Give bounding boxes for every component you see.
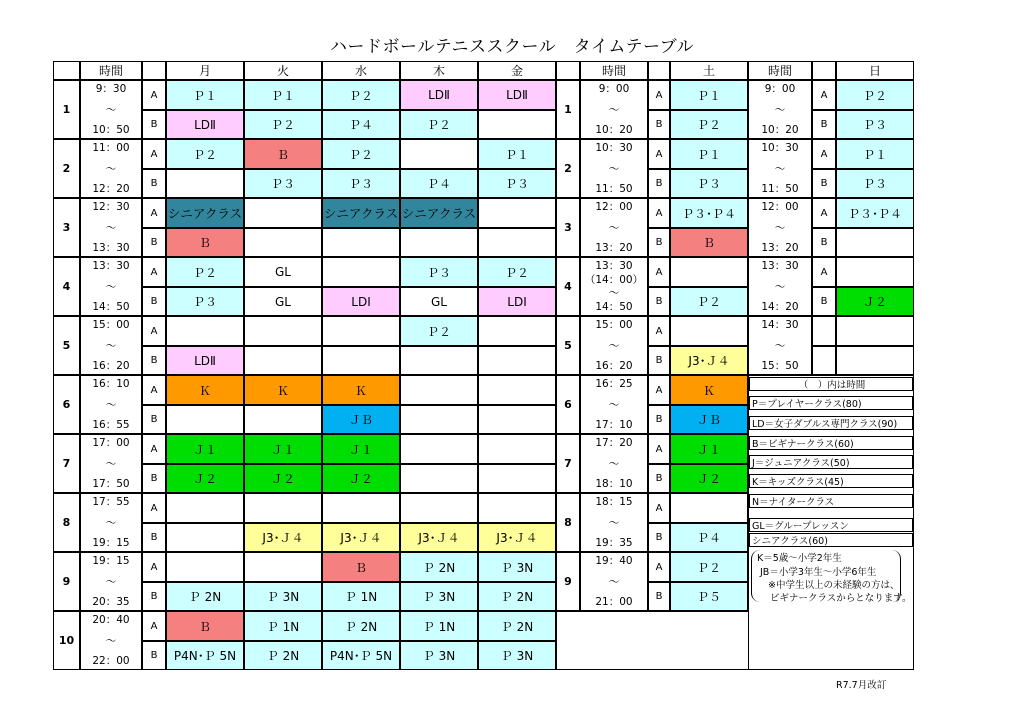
class-cell: Ｐ３ <box>400 257 478 287</box>
class-cell <box>478 228 556 257</box>
class-cell: J3･Ｊ４ <box>400 523 478 552</box>
ab-label: A <box>142 611 166 641</box>
class-cell: シニアクラス <box>322 198 400 228</box>
class-cell <box>400 493 478 523</box>
class-cell: ＪＢ <box>670 405 748 434</box>
slot-time: 10：30 ～ 11：50 <box>748 139 812 198</box>
header-day: 木 <box>400 61 478 80</box>
class-cell: GL <box>244 257 322 287</box>
class-cell <box>400 346 478 375</box>
ab-label: B <box>142 346 166 375</box>
legend-item: シニアクラス(60) <box>749 533 913 547</box>
slot-number: 9 <box>53 552 80 611</box>
slot-time: 18：15 ～ 19：35 <box>580 493 648 552</box>
class-cell: Ｐ３ <box>836 169 914 198</box>
class-cell: Ｐ４ <box>400 169 478 198</box>
class-cell: J3･Ｊ４ <box>322 523 400 552</box>
ab-label: B <box>142 405 166 434</box>
class-cell: Ｐ３･Ｐ４ <box>836 198 914 228</box>
slot-time: 11：00 ～ 12：20 <box>80 139 142 198</box>
class-cell <box>478 198 556 228</box>
class-cell: Ｐ３ <box>244 169 322 198</box>
slot-number: 10 <box>53 611 80 670</box>
ab-label: B <box>142 523 166 552</box>
ab-label: B <box>648 523 670 552</box>
legend-item: N＝ナイタークラス <box>749 494 913 508</box>
header-time: 時間 <box>80 61 142 80</box>
legend-item: B＝ビギナークラス(60) <box>749 436 913 450</box>
class-cell <box>400 375 478 405</box>
class-cell: Ｊ１ <box>244 434 322 464</box>
slot-time: 13：30 ～ 14：20 <box>748 257 812 316</box>
slot-number: 1 <box>556 80 580 139</box>
slot-number: 6 <box>556 375 580 434</box>
class-cell <box>670 493 748 523</box>
legend-item: LD＝女子ダブルス専門クラス(90) <box>749 416 913 430</box>
class-cell <box>322 228 400 257</box>
header-sun: 日 <box>836 61 914 80</box>
class-cell <box>166 552 244 582</box>
class-cell <box>400 464 478 493</box>
slot-time: 16：10 ～ 16：55 <box>80 375 142 434</box>
class-cell: Ｐ 3N <box>244 582 322 611</box>
slot-time: 15：00 ～ 16：20 <box>580 316 648 375</box>
ab-label: A <box>648 139 670 169</box>
header-blank <box>648 61 670 80</box>
ab-label: A <box>142 198 166 228</box>
class-cell: Ｐ１ <box>670 139 748 169</box>
class-cell <box>166 523 244 552</box>
class-cell <box>244 198 322 228</box>
class-cell <box>322 316 400 346</box>
class-cell: Ｐ 3N <box>400 582 478 611</box>
slot-time: 12：00 ～ 13：20 <box>580 198 648 257</box>
class-cell <box>166 405 244 434</box>
class-cell: Ｐ 3N <box>478 552 556 582</box>
header-day: 水 <box>322 61 400 80</box>
class-cell <box>836 257 914 287</box>
class-cell: Ｐ 2N <box>400 552 478 582</box>
empty-cell <box>812 346 836 375</box>
class-cell: Ｊ１ <box>322 434 400 464</box>
slot-time: 17：55 ～ 19：15 <box>80 493 142 552</box>
ab-label: B <box>648 582 670 611</box>
header-sat: 土 <box>670 61 748 80</box>
class-cell: Ｐ２ <box>836 80 914 110</box>
ab-label: A <box>142 552 166 582</box>
class-cell: J3･Ｊ４ <box>244 523 322 552</box>
slot-number: 1 <box>53 80 80 139</box>
class-cell <box>322 346 400 375</box>
class-cell: Ｐ３･Ｐ４ <box>670 198 748 228</box>
class-cell: Ｐ 1N <box>244 611 322 641</box>
class-cell: Ｐ 2N <box>244 641 322 670</box>
class-cell <box>400 405 478 434</box>
class-cell: J3･Ｊ４ <box>478 523 556 552</box>
slot-number: 2 <box>556 139 580 198</box>
slot-number: 3 <box>556 198 580 257</box>
ab-label: A <box>812 80 836 110</box>
ab-label: B <box>812 228 836 257</box>
header-time: 時間 <box>580 61 648 80</box>
slot-time: 19：15 ～ 20：35 <box>80 552 142 611</box>
class-cell <box>244 346 322 375</box>
ab-label: A <box>648 434 670 464</box>
class-cell: Ｐ２ <box>244 110 322 139</box>
class-cell: J3･Ｊ４ <box>670 346 748 375</box>
ab-label: A <box>142 139 166 169</box>
class-cell: Ｐ１ <box>836 139 914 169</box>
class-cell: シニアクラス <box>400 198 478 228</box>
ab-label: A <box>648 257 670 287</box>
class-cell <box>478 110 556 139</box>
ab-label: A <box>142 493 166 523</box>
class-cell: Ｐ２ <box>478 257 556 287</box>
ab-label: A <box>142 80 166 110</box>
class-cell: Ｐ 2N <box>166 582 244 611</box>
class-cell: Ｐ３ <box>670 169 748 198</box>
legend-item: P＝プレイヤークラス(80) <box>749 396 913 410</box>
empty-cell <box>836 346 914 375</box>
legend-item: K＝キッズクラス(45) <box>749 474 913 488</box>
class-cell: ＪＢ <box>322 405 400 434</box>
slot-time: 9：30 ～ 10：50 <box>80 80 142 139</box>
ab-label: B <box>648 169 670 198</box>
class-cell: Ｂ <box>670 228 748 257</box>
class-cell: Ｐ 3N <box>400 641 478 670</box>
class-cell <box>166 316 244 346</box>
slot-time: 17：00 ～ 17：50 <box>80 434 142 493</box>
class-cell: Ｊ２ <box>166 464 244 493</box>
slot-time: 16：25 ～ 17：10 <box>580 375 648 434</box>
class-cell: Ｋ <box>244 375 322 405</box>
class-cell: Ｐ１ <box>166 80 244 110</box>
empty-cell <box>812 316 836 346</box>
class-cell: Ｐ 1N <box>400 611 478 641</box>
class-cell: P4N･Ｐ 5N <box>322 641 400 670</box>
ab-label: B <box>812 287 836 316</box>
ab-label: A <box>812 198 836 228</box>
ab-label: B <box>648 110 670 139</box>
ab-label: B <box>648 405 670 434</box>
class-cell: Ｐ 2N <box>478 611 556 641</box>
header-time: 時間 <box>748 61 812 80</box>
class-cell <box>670 257 748 287</box>
ab-label: B <box>648 287 670 316</box>
class-cell: Ｐ 1N <box>322 582 400 611</box>
class-cell <box>244 316 322 346</box>
slot-number: 7 <box>53 434 80 493</box>
ab-label: B <box>142 287 166 316</box>
class-cell: GL <box>244 287 322 316</box>
slot-number: 9 <box>556 552 580 611</box>
ab-label: A <box>142 375 166 405</box>
class-cell <box>244 405 322 434</box>
header-day: 火 <box>244 61 322 80</box>
class-cell <box>400 434 478 464</box>
class-cell: LDⅡ <box>478 80 556 110</box>
legend-item: GL＝グループレッスン <box>749 518 913 532</box>
class-cell: LDⅠ <box>322 287 400 316</box>
class-cell: Ｋ <box>322 375 400 405</box>
class-cell <box>244 552 322 582</box>
slot-number: 5 <box>556 316 580 375</box>
ab-label: A <box>648 493 670 523</box>
header-blank <box>53 61 80 80</box>
class-cell: LDⅡ <box>166 346 244 375</box>
class-cell: Ｐ２ <box>670 110 748 139</box>
header-blank <box>556 61 580 80</box>
slot-number: 5 <box>53 316 80 375</box>
class-cell: Ｐ４ <box>322 110 400 139</box>
class-cell: Ｐ３ <box>478 169 556 198</box>
class-cell <box>166 493 244 523</box>
ab-label: A <box>812 257 836 287</box>
class-cell <box>478 375 556 405</box>
class-cell: Ｐ２ <box>166 257 244 287</box>
slot-time: 15：00 ～ 16：20 <box>80 316 142 375</box>
ab-label: B <box>142 228 166 257</box>
ab-label: B <box>648 346 670 375</box>
ab-label: B <box>812 169 836 198</box>
legend-note: JB＝小学3年生～小学6年生 <box>760 567 877 578</box>
class-cell <box>400 139 478 169</box>
revision-note: R7.7月改訂 <box>836 680 887 691</box>
header-blank <box>142 61 166 80</box>
class-cell: Ｐ２ <box>670 552 748 582</box>
slot-number: 3 <box>53 198 80 257</box>
class-cell: Ｋ <box>166 375 244 405</box>
class-cell <box>244 493 322 523</box>
class-cell <box>478 346 556 375</box>
header-day: 月 <box>166 61 244 80</box>
class-cell: Ｐ１ <box>244 80 322 110</box>
ab-label: A <box>648 80 670 110</box>
class-cell: Ｐ３ <box>166 287 244 316</box>
class-cell: GL <box>400 287 478 316</box>
class-cell: Ｐ４ <box>670 523 748 552</box>
legend-caption: （ ）内は時間 <box>749 377 913 391</box>
slot-number: 2 <box>53 139 80 198</box>
class-cell: Ｐ２ <box>322 139 400 169</box>
class-cell: Ｐ 2N <box>478 582 556 611</box>
class-cell: Ｐ 3N <box>478 641 556 670</box>
ab-label: B <box>142 582 166 611</box>
class-cell <box>478 434 556 464</box>
class-cell: Ｐ５ <box>670 582 748 611</box>
slot-time: 14：30 ～ 15：50 <box>748 316 812 375</box>
class-cell: Ｐ 2N <box>322 611 400 641</box>
class-cell <box>322 257 400 287</box>
class-cell: Ｂ <box>166 611 244 641</box>
class-cell: Ｂ <box>244 139 322 169</box>
slot-number: 4 <box>53 257 80 316</box>
class-cell: Ｐ３ <box>836 110 914 139</box>
class-cell <box>400 228 478 257</box>
class-cell: LDⅡ <box>400 80 478 110</box>
class-cell: Ｐ３ <box>322 169 400 198</box>
slot-time: 13：30 （14：00） ～ 14：50 <box>580 257 648 316</box>
class-cell: Ｊ２ <box>670 464 748 493</box>
ab-label: A <box>142 316 166 346</box>
slot-number: 4 <box>556 257 580 316</box>
class-cell: Ｂ <box>166 228 244 257</box>
ab-label: B <box>142 641 166 670</box>
class-cell <box>166 169 244 198</box>
ab-label: B <box>812 110 836 139</box>
slot-time: 12：00 ～ 13：20 <box>748 198 812 257</box>
class-cell <box>244 228 322 257</box>
ab-label: B <box>142 169 166 198</box>
slot-number: 7 <box>556 434 580 493</box>
class-cell: Ｐ２ <box>400 316 478 346</box>
class-cell: Ｐ１ <box>478 139 556 169</box>
class-cell: Ｊ１ <box>166 434 244 464</box>
empty-area <box>556 611 748 670</box>
class-cell: LDⅡ <box>166 110 244 139</box>
slot-time: 13：30 ～ 14：50 <box>80 257 142 316</box>
class-cell <box>322 493 400 523</box>
class-cell: LDⅠ <box>478 287 556 316</box>
slot-time: 9：00 ～ 10：20 <box>748 80 812 139</box>
class-cell: Ｊ２ <box>322 464 400 493</box>
slot-number: 8 <box>53 493 80 552</box>
ab-label: B <box>142 464 166 493</box>
ab-label: A <box>648 552 670 582</box>
slot-time: 12：30 ～ 13：30 <box>80 198 142 257</box>
class-cell <box>670 316 748 346</box>
class-cell <box>478 405 556 434</box>
class-cell <box>478 316 556 346</box>
slot-time: 10：30 ～ 11：50 <box>580 139 648 198</box>
slot-time: 9：00 ～ 10：20 <box>580 80 648 139</box>
class-cell: Ｊ２ <box>836 287 914 316</box>
class-cell: P4N･Ｐ 5N <box>166 641 244 670</box>
slot-time: 17：20 ～ 18：10 <box>580 434 648 493</box>
slot-number: 8 <box>556 493 580 552</box>
class-cell: シニアクラス <box>166 198 244 228</box>
ab-label: B <box>648 228 670 257</box>
empty-cell <box>836 316 914 346</box>
ab-label: B <box>142 110 166 139</box>
ab-label: B <box>648 464 670 493</box>
class-cell: Ｋ <box>670 375 748 405</box>
legend-note: ビギナークラスからとなります。 <box>770 593 912 604</box>
header-day: 金 <box>478 61 556 80</box>
class-cell: Ｐ１ <box>670 80 748 110</box>
page-title: ハードボールテニススクール タイムテーブル <box>330 37 694 57</box>
ab-label: A <box>812 139 836 169</box>
slot-time: 20：40 ～ 22：00 <box>80 611 142 670</box>
class-cell: Ｐ２ <box>670 287 748 316</box>
class-cell: Ｂ <box>322 552 400 582</box>
class-cell: Ｊ１ <box>670 434 748 464</box>
class-cell: Ｐ２ <box>322 80 400 110</box>
class-cell: Ｐ２ <box>166 139 244 169</box>
class-cell: Ｊ２ <box>244 464 322 493</box>
legend-note: ※中学生以上の未経験の方は、 <box>768 580 900 591</box>
class-cell <box>478 464 556 493</box>
class-cell: Ｐ２ <box>400 110 478 139</box>
ab-label: A <box>142 257 166 287</box>
slot-number: 6 <box>53 375 80 434</box>
legend-note: K＝5歳～小学2年生 <box>757 553 842 564</box>
header-blank <box>812 61 836 80</box>
legend-item: J＝ジュニアクラス(50) <box>749 455 913 469</box>
class-cell <box>836 228 914 257</box>
slot-time: 19：40 ～ 21：00 <box>580 552 648 611</box>
ab-label: A <box>648 375 670 405</box>
ab-label: A <box>142 434 166 464</box>
ab-label: A <box>648 316 670 346</box>
ab-label: A <box>648 198 670 228</box>
class-cell <box>478 493 556 523</box>
